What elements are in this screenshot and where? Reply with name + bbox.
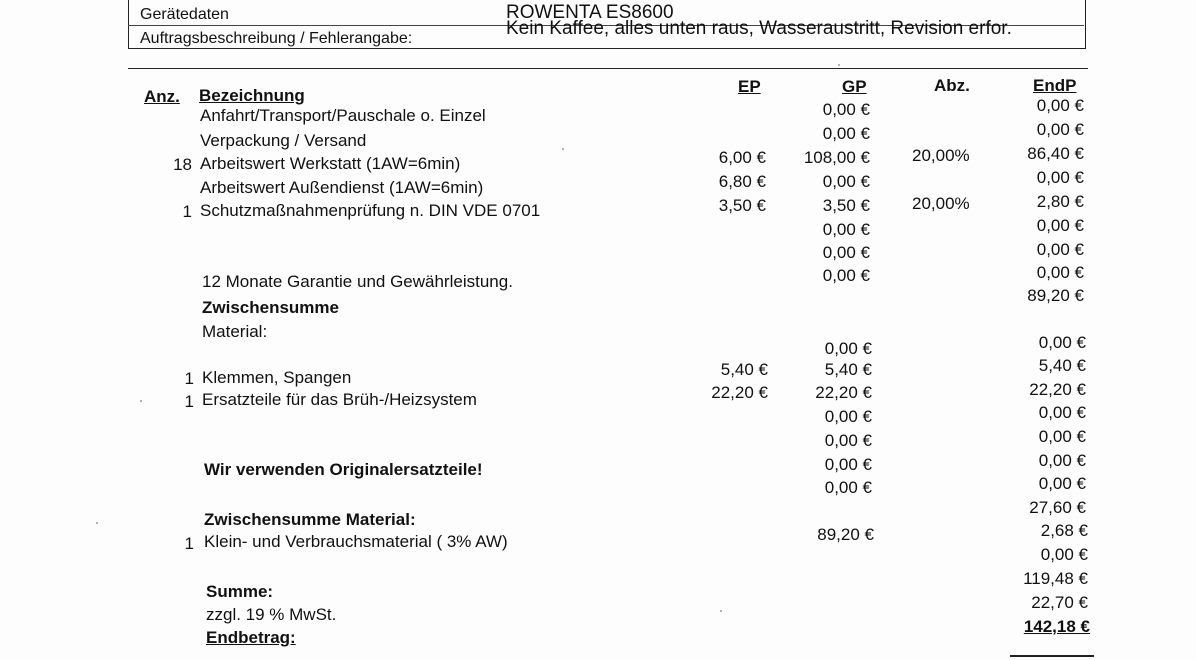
- row-desc: Arbeitswert Werkstatt (1AW=6min): [200, 154, 461, 173]
- row-gp: 0,00 €: [822, 220, 870, 239]
- material-endp: 0,00 €: [1038, 403, 1086, 422]
- material-endp: 5,40 €: [1038, 356, 1086, 375]
- row-desc: 12 Monate Garantie und Gewährleistung.: [202, 272, 513, 291]
- sum-value: 119,48 €: [1023, 569, 1088, 588]
- row-gp: 0,00 €: [822, 100, 870, 119]
- material-desc: Ersatzteile für das Brüh-/Heizsystem: [202, 390, 477, 409]
- material-ep: 5,40 €: [720, 360, 768, 379]
- row-ep: 6,00 €: [718, 148, 766, 167]
- row-desc: Anfahrt/Transport/Pauschale o. Einzel: [200, 106, 486, 125]
- row-endp: 0,00 €: [1036, 240, 1084, 259]
- row-ep: 3,50 €: [718, 196, 766, 215]
- device-value: ROWENTA ES8600: [506, 2, 674, 23]
- material-desc: Klemmen, Spangen: [202, 368, 352, 387]
- row-ep: 6,80 €: [718, 172, 766, 191]
- original-parts-note: Wir verwenden Originalersatzteile!: [204, 460, 483, 479]
- small-material-endp: 2,68 €: [1040, 521, 1088, 540]
- col-ep: EP: [738, 77, 761, 96]
- material-ep: 22,20 €: [711, 383, 768, 402]
- scan-speck: [720, 610, 722, 612]
- row-gp: 0,00 €: [822, 266, 870, 285]
- row-endp: 0,00 €: [1036, 168, 1084, 187]
- row-endp: 2,80 €: [1036, 192, 1084, 211]
- material-endp: 0,00 €: [1038, 474, 1086, 493]
- row-desc: Verpackung / Versand: [200, 131, 367, 150]
- row-gp: 0,00 €: [822, 172, 870, 191]
- device-label: Gerätedaten: [140, 6, 229, 23]
- extra-value: 0,00 €: [1040, 545, 1088, 564]
- row-endp: 0,00 €: [1036, 216, 1084, 235]
- bottom-rule: [1010, 655, 1094, 657]
- subtotal-label: Zwischensumme: [202, 298, 339, 317]
- small-material-desc: Klein- und Verbrauchsmaterial ( 3% AW): [204, 532, 508, 551]
- order-label: Auftragsbeschreibung / Fehlerangabe:: [140, 30, 413, 47]
- material-gp: 0,00 €: [824, 478, 872, 497]
- row-gp: 108,00 €: [803, 148, 870, 167]
- order-value: Kein Kaffee, alles unten raus, Wasseraustritt, Revision erfor.: [506, 18, 1012, 39]
- col-gp: GP: [842, 77, 867, 96]
- total-value: 142,18 €: [1023, 617, 1090, 636]
- row-endp: 0,00 €: [1036, 263, 1084, 282]
- material-endp: 0,00 €: [1038, 451, 1086, 470]
- vat-label: zzgl. 19 % MwSt.: [206, 605, 337, 624]
- col-qty: Anz.: [144, 87, 180, 106]
- material-gp: 0,00 €: [824, 407, 872, 426]
- col-desc: Bezeichnung: [199, 86, 305, 105]
- row-endp: 86,40 €: [1027, 144, 1084, 163]
- top-rule: [128, 68, 1088, 69]
- material-gp: 0,00 €: [824, 431, 872, 450]
- row-endp: 0,00 €: [1036, 120, 1084, 139]
- row-gp: 0,00 €: [822, 124, 870, 143]
- material-endp: 0,00 €: [1038, 333, 1086, 352]
- subtotal-value: 89,20 €: [1027, 286, 1084, 305]
- row-desc: Schutzmaßnahmenprüfung n. DIN VDE 0701: [200, 201, 541, 220]
- sum-label: Summe:: [206, 582, 274, 601]
- total-label: Endbetrag:: [206, 628, 296, 647]
- material-gp: 5,40 €: [824, 360, 872, 379]
- material-qty: 1: [184, 392, 194, 411]
- small-material-qty: 1: [184, 534, 194, 553]
- material-gp: 0,00 €: [824, 339, 872, 358]
- material-subtotal-value: 27,60 €: [1029, 498, 1086, 517]
- scan-speck: [140, 400, 142, 402]
- row-abz: 20,00%: [912, 194, 970, 213]
- material-endp: 0,00 €: [1038, 427, 1086, 446]
- vat-value: 22,70 €: [1031, 593, 1088, 612]
- row-desc: Arbeitswert Außendienst (1AW=6min): [200, 178, 484, 197]
- row-gp: 3,50 €: [822, 196, 870, 215]
- row-qty: 18: [173, 155, 192, 174]
- scan-speck: [96, 522, 98, 524]
- scan-speck: [562, 148, 564, 150]
- small-material-gp: 89,20 €: [817, 525, 874, 544]
- col-endp: EndP: [1033, 76, 1077, 95]
- material-gp: 22,20 €: [815, 383, 872, 402]
- row-abz: 20,00%: [912, 146, 970, 165]
- material-subtotal-label: Zwischensumme Material:: [204, 510, 416, 529]
- material-gp: 0,00 €: [824, 455, 872, 474]
- col-abz: Abz.: [934, 76, 970, 95]
- scan-speck: [838, 64, 840, 66]
- row-gp: 0,00 €: [822, 243, 870, 262]
- material-label: Material:: [202, 322, 268, 341]
- material-qty: 1: [184, 369, 194, 388]
- material-endp: 22,20 €: [1029, 380, 1086, 399]
- row-endp: 0,00 €: [1036, 96, 1084, 115]
- row-qty: 1: [182, 202, 192, 221]
